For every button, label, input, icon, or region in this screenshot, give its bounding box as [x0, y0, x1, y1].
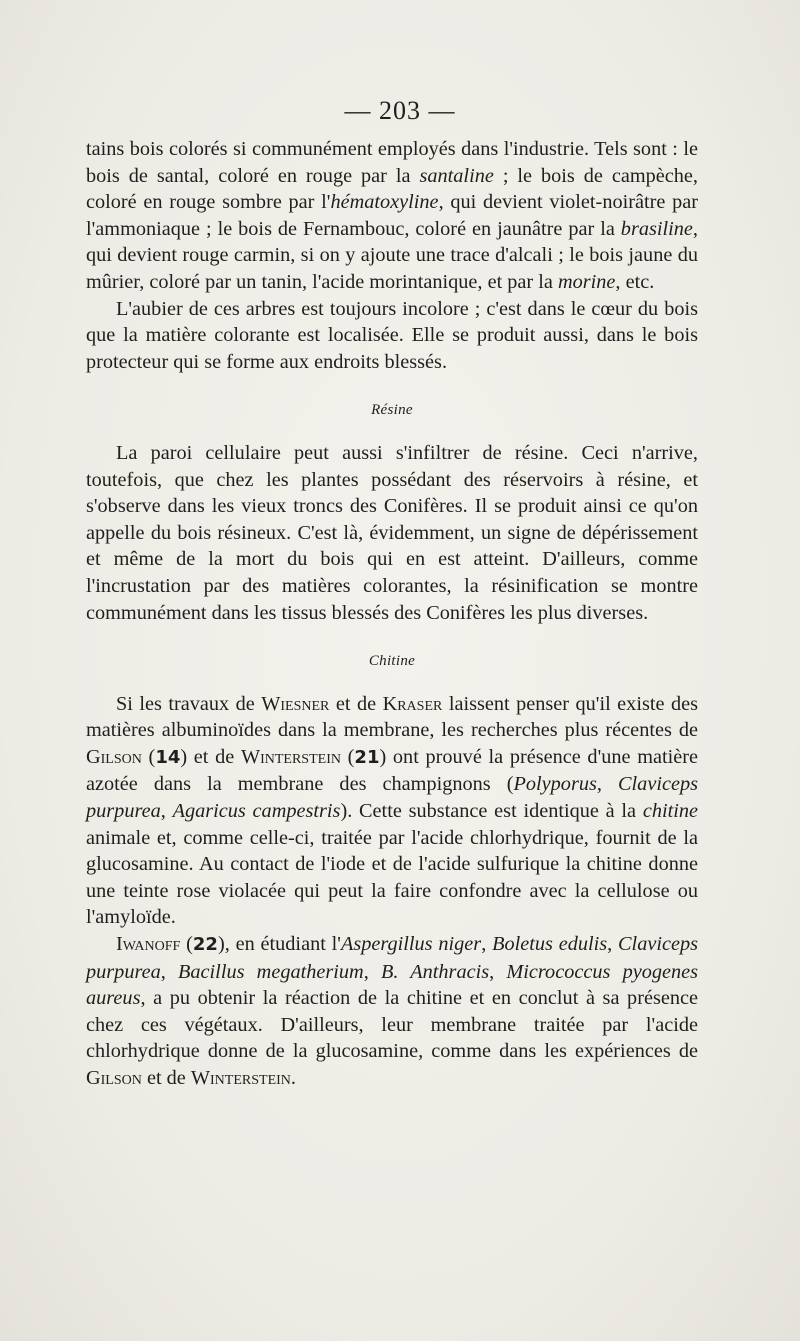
text-run: Si les travaux de: [116, 692, 262, 715]
term-claviceps: Claviceps purpurea: [86, 933, 699, 983]
author-winterstein: Winterstein: [240, 745, 341, 768]
term-bacillus: Bacillus megatherium: [178, 960, 364, 983]
author-gilson: Gilson: [86, 745, 142, 768]
text-run: ,: [160, 800, 173, 823]
text-run: laissent penser qu'il existe des matières albuminoïdes dans la membrane, les recherches plus récentes de: [86, 692, 698, 742]
paragraph-colored-woods: [86, 136, 698, 296]
paragraph-resin: [86, 440, 698, 626]
text-run: (: [340, 745, 355, 768]
term-hematoxyline: hématoxyline: [330, 191, 439, 214]
text-run: tains bois colorés si communément employés dans l'industrie. Tels sont : le bois de santal, coloré en rouge par la: [86, 138, 698, 187]
text-run: ,: [607, 933, 619, 956]
author-kraser: Kraser: [382, 692, 443, 715]
text-run: (: [180, 933, 193, 956]
page-number: — 203 —: [344, 96, 456, 125]
reference-number: 14: [155, 746, 181, 768]
term-claviceps: Claviceps purpurea: [86, 773, 698, 823]
text-run: ,: [596, 773, 619, 796]
term-aspergillus: Aspergillus niger: [340, 933, 482, 956]
term-micrococcus: Micrococcus pyogenes aureus: [86, 960, 699, 1010]
author-wiesner: Wiesner: [261, 692, 330, 715]
author-gilson: Gilson: [86, 1067, 142, 1089]
term-boletus: Boletus edulis: [492, 933, 608, 956]
paragraph-chitin: [86, 691, 698, 931]
text-run: ,: [481, 933, 493, 956]
term-brasiline: brasiline: [620, 217, 693, 240]
term-chitine: chitine: [642, 800, 699, 823]
text-run: (: [141, 745, 156, 768]
term-santaline: santaline: [419, 164, 494, 187]
text-run: et de: [329, 692, 383, 715]
text-run: ), en étudiant l': [217, 933, 341, 956]
text-run: ,: [160, 960, 179, 983]
text-run: .: [290, 1067, 296, 1089]
term-anthracis: B. Anthracis: [380, 960, 490, 983]
reference-number: 22: [192, 934, 218, 956]
text-run: , etc.: [615, 270, 655, 293]
text-run: ; le bois de campèche, coloré en rouge sombre par l': [86, 164, 698, 214]
text-run: ) ont prouvé la présence d'une matière azotée dans la membrane des champignons (: [86, 745, 698, 796]
text-run: , qui devient rouge carmin, si on y ajoute une trace d'alcali ; le bois jaune du mûrier, coloré par un tanin, l'acide morintanique, et par la: [86, 217, 698, 293]
text-run: La paroi cellulaire peut aussi s'infiltrer de résine. Ceci n'arrive, toutefois, que chez les plantes possédant des réservoirs à résine, et s'observe dans les vieux troncs des Conifères. Il se produit ainsi ce qu'on appelle du bois résineux. C'est là, évidemment, un signe de dépérissement et même de la mort du bois qui en est atteint. D'ailleurs, comme l'incrustation par des matières colorantes, la résinification se montre communément dans les tissus blessés des Conifères les plus diverses.: [86, 441, 698, 624]
text-run: ) et de: [180, 745, 241, 768]
reference-number: 21: [354, 746, 380, 768]
term-agaricus: Agaricus campestris: [172, 800, 341, 823]
paragraph-sapwood: [86, 296, 698, 376]
section-heading-resine: Résine: [371, 402, 413, 419]
text-run: L'aubier de ces arbres est toujours incolore ; c'est dans le cœur du bois que la matière colorante est localisée. Elle se produit aussi, dans le bois protecteur qui se forme aux endroits blessés.: [86, 297, 698, 373]
body-text: [86, 136, 698, 1092]
term-polyporus: Polyporus: [513, 773, 597, 796]
term-morine: morine: [557, 270, 616, 293]
author-iwanoff: Iwanoff: [116, 933, 181, 956]
text-run: , qui devient violet-noirâtre par l'ammoniaque ; le bois de Fernambouc, coloré en jaunâtre par la: [86, 191, 698, 240]
text-run: ,: [489, 960, 507, 983]
text-run: animale et, comme celle-ci, traitée par l'acide chlorhydrique, fournit de la glucosamine. Au contact de l'iode et de l'acide sulfurique la chitine donne une teinte rose violacée qui peut la faire confondre avec la cellulose ou l'amyloïde.: [86, 826, 698, 929]
text-run: ,: [363, 960, 381, 983]
text-run: ). Cette substance est identique à la: [340, 800, 643, 823]
text-run: et de: [141, 1067, 191, 1089]
text-run: , a pu obtenir la réaction de la chitine et en conclut à sa présence chez ces végétaux. D'ailleurs, leur membrane traitée par l'acide chlorhydrique donne de la glucosamine, comme dans les expériences de: [86, 987, 698, 1063]
paragraph-iwanoff: [86, 931, 698, 1092]
author-winterstein: Winterstein: [190, 1067, 291, 1089]
section-heading-chitine: Chitine: [368, 653, 416, 670]
